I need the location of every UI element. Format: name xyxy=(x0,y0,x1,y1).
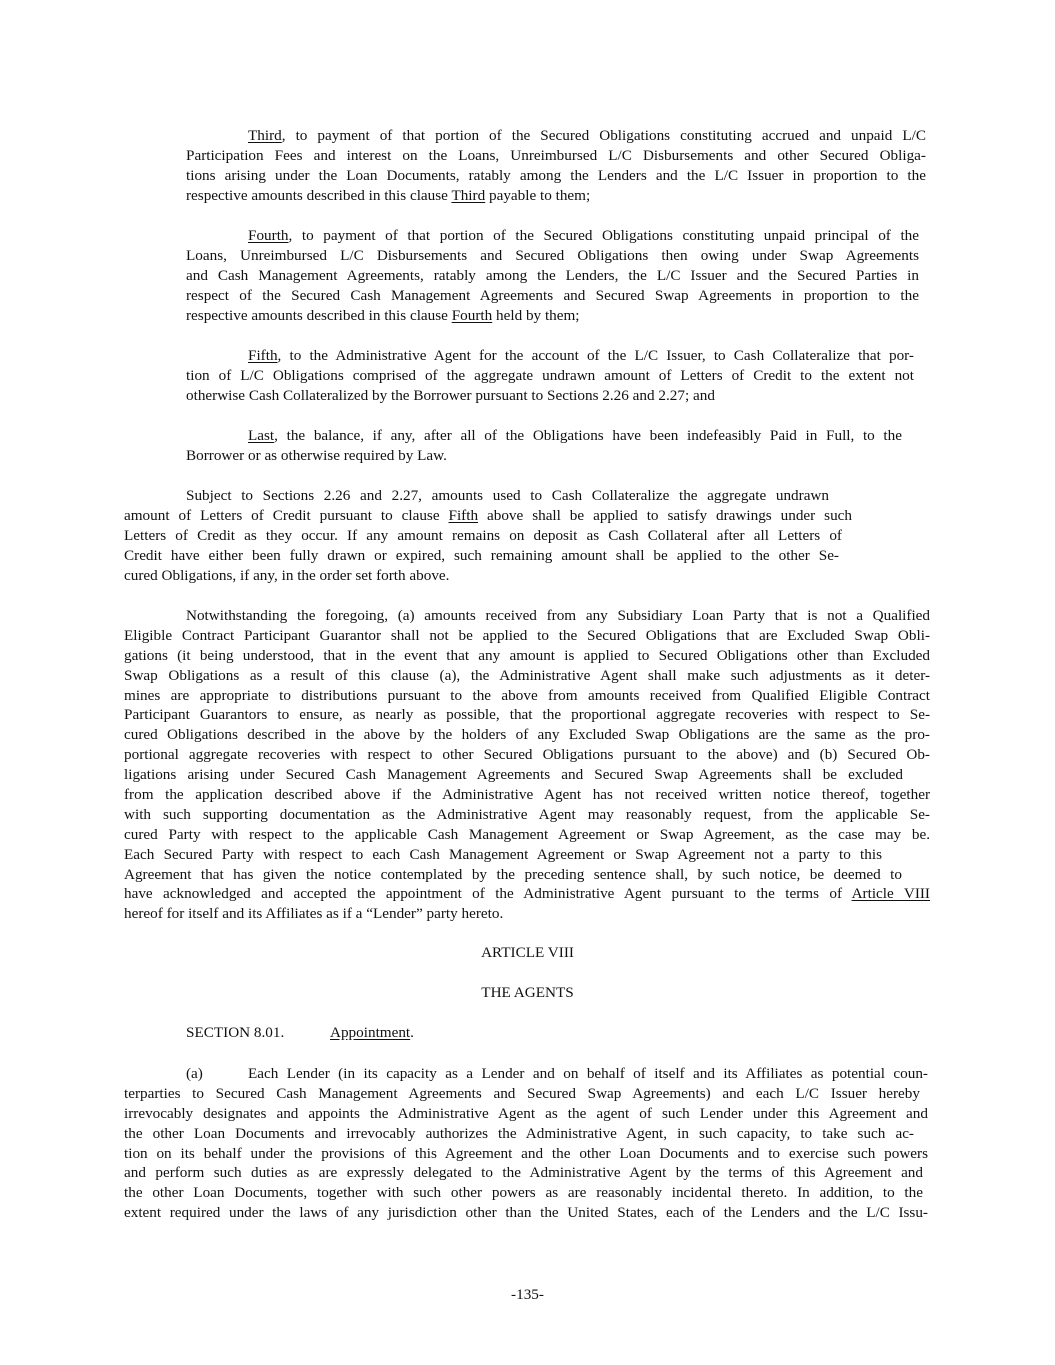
text-line: cured Obligations, if any, in the order set forth above. xyxy=(124,566,450,584)
text-line: terparties to Secured Cash Management Agreements and Secured Swap Agreements) and each L/C Issuer hereby xyxy=(124,1084,920,1102)
text-line: Participation Fees and interest on the Loans, Unreimbursed L/C Disbursements and other Secured Obliga- xyxy=(186,146,926,164)
clause-third xyxy=(186,126,926,206)
paragraph-label: (a) xyxy=(186,1065,203,1082)
text-line: Fourth, to payment of that portion of the Secured Obligations constituting unpaid principal of the xyxy=(248,227,919,244)
text-line: have acknowledged and accepted the appointment of the Administrative Agent pursuant to the terms of Article VIII xyxy=(124,885,930,903)
article-title: THE AGENTS xyxy=(481,984,574,1001)
section-title: Appointment. xyxy=(330,1024,414,1041)
text-line: cured Obligations described in the above by the holders of any Excluded Swap Obligations are the same as the pro- xyxy=(124,726,930,744)
section-number: SECTION 8.01. xyxy=(186,1024,285,1041)
cross-reference: Article VIII xyxy=(851,885,930,903)
page-number: -135- xyxy=(511,1286,544,1303)
text-line: Subject to Sections 2.26 and 2.27, amounts used to Cash Collateralize the aggregate undrawn xyxy=(186,487,829,504)
text-line: tion of L/C Obligations comprised of the aggregate undrawn amount of Letters of Credit to the extent not xyxy=(186,366,914,384)
text-line: the other Loan Documents and irrevocably authorizes the Administrative Agent, in such capacity, to take such ac- xyxy=(124,1124,914,1142)
cross-reference: Fifth xyxy=(448,506,479,524)
text-line: extent required under the laws of any jurisdiction other than the United States, each of the Lenders and the L/C Issu- xyxy=(124,1204,928,1222)
text-line: portional aggregate recoveries with respect to other Secured Obligations pursuant to the above) and (b) Secured Ob- xyxy=(124,746,930,764)
text-line: respective amounts described in this clause Third payable to them; xyxy=(186,186,591,204)
text-line: tion on its behalf under the provisions of this Agreement and the other Loan Documents and to exercise such powers xyxy=(124,1144,928,1162)
text-line: Fifth, to the Administrative Agent for the account of the L/C Issuer, to Cash Collateralize that por- xyxy=(248,347,914,364)
text-line: Eligible Contract Participant Guarantor shall not be applied to the Secured Obligations that are Excluded Swap Obli- xyxy=(124,626,930,644)
paragraph-notwithstanding xyxy=(124,606,930,924)
text-line: and perform such duties as are expressly delegated to the Administrative Agent by the terms of this Agreement and xyxy=(124,1164,923,1182)
text-line: Participant Guarantors to ensure, as nearly as possible, that the proportional aggregate recoveries with respect to Se- xyxy=(124,706,930,724)
text-line: the other Loan Documents, together with such other powers as are reasonably incidental thereto. In addition, to the xyxy=(124,1184,923,1202)
text-line: Loans, Unreimbursed L/C Disbursements and Secured Obligations then owing under Swap Agreements xyxy=(186,246,919,264)
clause-lead: Fourth xyxy=(248,227,289,244)
clause-fourth xyxy=(186,226,919,325)
text-line: irrevocably designates and appoints the Administrative Agent as the agent of such Lender under this Agreement and xyxy=(124,1104,928,1122)
text-line: hereof for itself and its Affiliates as if a “Lender” party hereto. xyxy=(124,905,504,923)
text-line: Swap Obligations as a result of this clause (a), the Administrative Agent shall make such adjustments as it deter- xyxy=(124,666,930,684)
clause-lead: Last xyxy=(248,427,275,444)
clause-lead: Third xyxy=(248,127,282,144)
text-line: otherwise Cash Collateralized by the Borrower pursuant to Sections 2.26 and 2.27; and xyxy=(186,386,715,404)
clause-fifth xyxy=(186,346,914,406)
text-line: Last, the balance, if any, after all of the Obligations have been indefeasibly Paid in Full, to the xyxy=(248,427,902,444)
text-line: Third, to payment of that portion of the Secured Obligations constituting accrued and unpaid L/C xyxy=(248,127,926,144)
text-line: from the application described above if the Administrative Agent has not received written notice thereof, together xyxy=(124,786,930,804)
text-line: Notwithstanding the foregoing, (a) amounts received from any Subsidiary Loan Party that is not a Qualified xyxy=(186,607,930,624)
clause-last xyxy=(186,426,902,466)
text-line: cured Party with respect to the applicable Cash Management Agreement or Swap Agreement, as the case may be. xyxy=(124,825,930,843)
cross-reference: Third xyxy=(451,186,486,204)
text-line: Each Secured Party with respect to each Cash Management Agreement or Swap Agreement not a party to this xyxy=(124,845,882,863)
text-line: ligations arising under Secured Cash Management Agreements and Secured Swap Agreements shall be excluded xyxy=(124,766,903,784)
text-line: and Cash Management Agreements, ratably among the Lenders, the L/C Issuer and the Secured Parties in xyxy=(186,266,919,284)
text-line: (a) Each Lender (in its capacity as a Lender and on behalf of itself and its Affiliates as potential coun- xyxy=(186,1065,928,1082)
text-line: with such supporting documentation as the Administrative Agent may reasonably request, from the applicable Se- xyxy=(124,805,930,823)
text-line: mines are appropriate to distributions pursuant to the above from amounts received from Qualified Eligible Contract xyxy=(124,686,930,704)
clause-lead: Fifth xyxy=(248,347,278,364)
text-line: Credit have either been fully drawn or expired, such remaining amount shall be applied to the other Se- xyxy=(124,546,839,564)
text-line: gations (it being understood, that in the event that any amount is applied to Secured Obligations other than Excluded xyxy=(124,646,930,664)
text-line: respect of the Secured Cash Management Agreements and Secured Swap Agreements in proportion to the xyxy=(186,286,919,304)
text-line: amount of Letters of Credit pursuant to clause Fifth above shall be applied to satisfy drawings under such xyxy=(124,506,852,524)
text-line: Letters of Credit as they occur. If any amount remains on deposit as Cash Collateral after all Letters of xyxy=(124,526,842,544)
text-line: Agreement that has given the notice contemplated by the preceding sentence shall, by such notice, be deemed to xyxy=(124,865,902,883)
paragraph-a xyxy=(124,1064,928,1223)
article-heading: ARTICLE VIII xyxy=(481,944,574,961)
text-line: tions arising under the Loan Documents, ratably among the Lenders and the L/C Issuer in proportion to the xyxy=(186,166,926,184)
text-line: respective amounts described in this clause Fourth held by them; xyxy=(186,306,580,324)
paragraph-subject-to-sections xyxy=(124,486,852,585)
cross-reference: Fourth xyxy=(451,306,493,324)
text-line: Borrower or as otherwise required by Law. xyxy=(186,446,447,464)
